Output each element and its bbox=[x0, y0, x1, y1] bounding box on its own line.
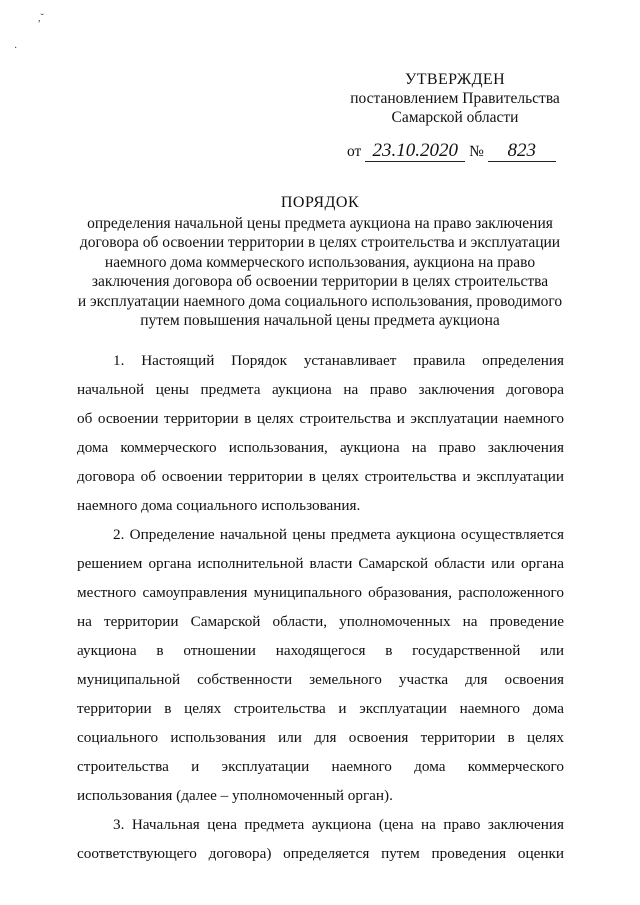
paragraph-line: местного самоуправления муниципального образования, расположенного bbox=[77, 584, 564, 601]
paragraph-line: решением органа исполнительной власти Самарской области или органа bbox=[77, 555, 564, 572]
paragraph-line: социального использования или для освоения территории в целях bbox=[77, 729, 564, 746]
title-line: и эксплуатации наемного дома социального использования, проводимого bbox=[77, 292, 563, 310]
title-subtitle bbox=[40, 214, 600, 331]
paragraph-line: 2. Определение начальной цены предмета аукциона осуществляется bbox=[113, 526, 564, 543]
scan-speck: ,ˇ bbox=[38, 13, 44, 24]
number-label: № bbox=[469, 143, 484, 160]
paragraph-line: соответствующего договора) определяется путем проведения оценки bbox=[77, 845, 564, 862]
approval-block bbox=[330, 70, 580, 127]
handwritten-number: 823 bbox=[488, 141, 556, 162]
paragraph-line: аукциона в отношении находящегося в государственной или bbox=[77, 642, 564, 659]
approval-line: Самарской области bbox=[391, 109, 519, 126]
scan-speck: · bbox=[14, 43, 18, 54]
paragraph-line: об освоении территории в целях строительства и эксплуатации наемного bbox=[77, 410, 564, 427]
paragraph-line: на территории Самарской области, уполномоченных на проведение bbox=[77, 613, 564, 630]
title-heading: ПОРЯДОК bbox=[280, 194, 360, 211]
paragraph-line: использования (далее – уполномоченный орган). bbox=[77, 787, 393, 804]
title-line: путем повышения начальной цены предмета аукциона bbox=[140, 312, 500, 329]
paragraph-line: договора об освоении территории в целях строительства и эксплуатации bbox=[77, 468, 564, 485]
paragraph-line: муниципальной собственности земельного участка для освоения bbox=[77, 671, 564, 688]
paragraph-line: дома коммерческого использования, аукциона на право заключения bbox=[77, 439, 564, 456]
from-label: от bbox=[347, 143, 362, 160]
paragraph-line: строительства и эксплуатации наемного дома коммерческого bbox=[77, 758, 564, 775]
paragraph-line: территории в целях строительства и эксплуатации наемного дома bbox=[77, 700, 564, 717]
title-line: наемного дома коммерческого использования, аукциона на право bbox=[104, 253, 536, 271]
paragraph-line: начальной цены предмета аукциона на право заключения договора bbox=[77, 381, 564, 398]
title-line: заключения договора об освоении территории в целях строительства bbox=[91, 273, 549, 290]
title-line: определения начальной цены предмета аукциона на право заключения bbox=[87, 214, 553, 232]
document-title bbox=[40, 193, 600, 331]
approval-line: постановлением Правительства bbox=[350, 90, 560, 107]
paragraph-line: наемного дома социального использования. bbox=[77, 497, 361, 514]
handwritten-date: 23.10.2020 bbox=[365, 141, 465, 162]
date-number-line bbox=[347, 141, 556, 163]
paragraph-line: 3. Начальная цена предмета аукциона (цена на право заключения bbox=[113, 816, 564, 833]
approval-word: УТВЕРЖДЕН bbox=[404, 71, 506, 88]
title-line: договора об освоении территории в целях строительства и эксплуатации bbox=[79, 234, 561, 251]
paragraph-line: 1. Настоящий Порядок устанавливает правила определения bbox=[113, 352, 564, 369]
